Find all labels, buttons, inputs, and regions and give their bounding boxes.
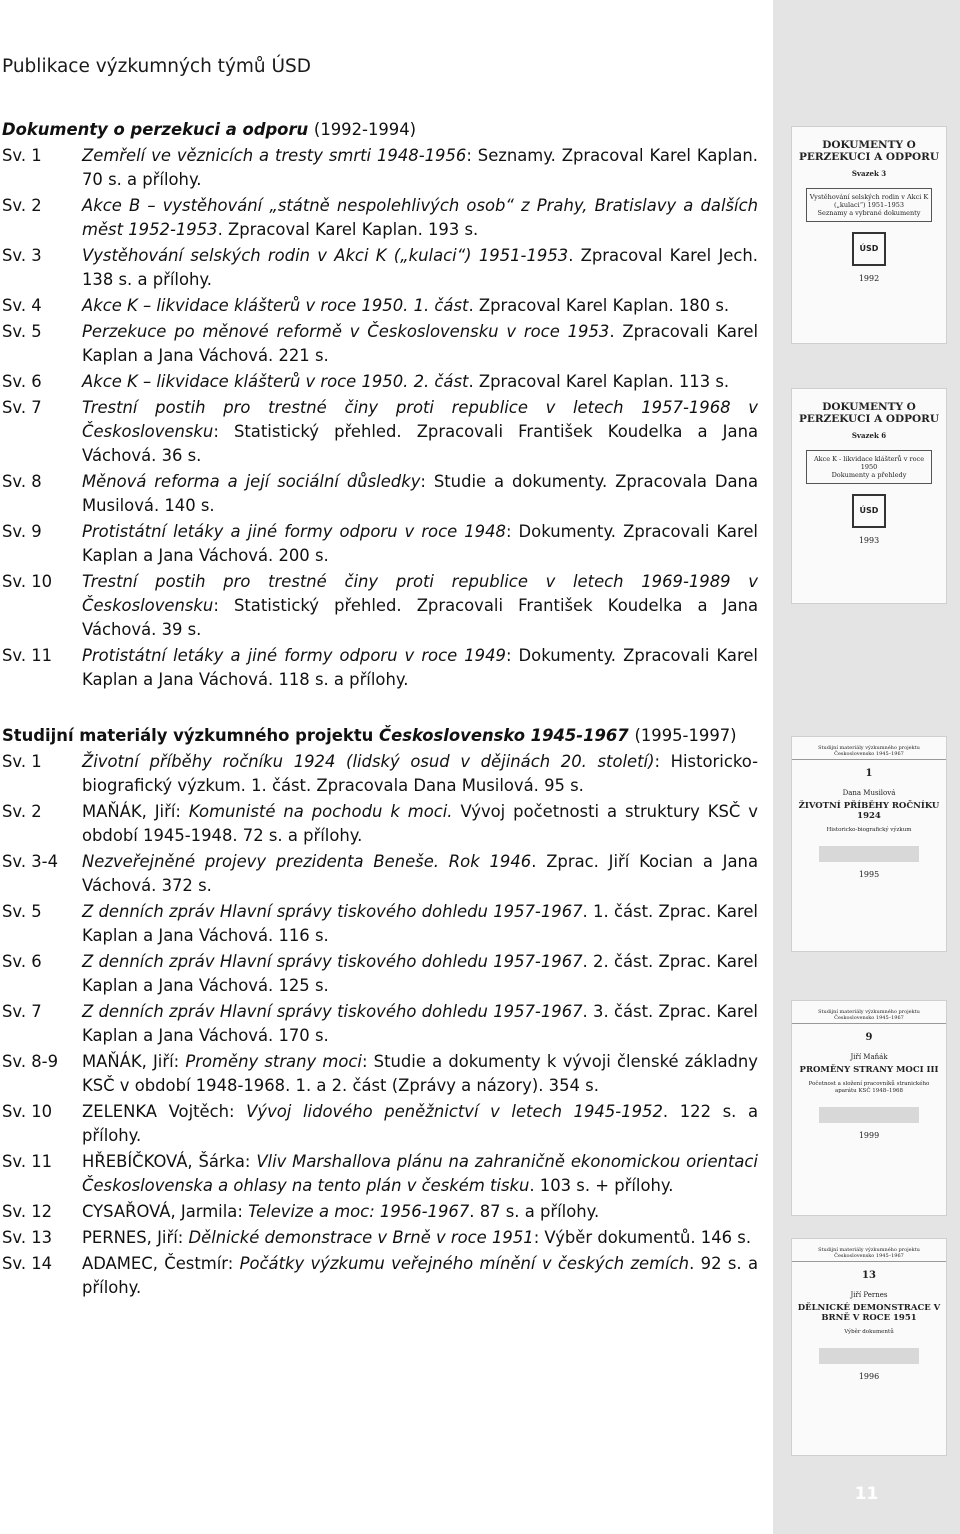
volume-description: CYSAŘOVÁ, Jarmila: Televize a moc: 1956-1967. 87 s. a přílohy.: [82, 1202, 600, 1221]
volume-number: Sv. 12: [2, 1202, 53, 1221]
volume-number: Sv. 14: [2, 1254, 53, 1273]
volume-number: Sv. 11: [2, 1152, 53, 1171]
volume-number: Sv. 2: [2, 196, 42, 215]
publication-list: [2, 118, 758, 1300]
page-header: Publikace výzkumných týmů ÚSD: [2, 56, 312, 77]
cover-image: Studijní materiály výzkumného projektu Československo 1945–1967 13 Jiří Pernes DĚLNICKÉ DEMONSTRACE V BRNĚ V ROCE 1951 Výběr dokumentů 1996: [791, 1238, 947, 1456]
volume-description: Protistátní letáky a jiné formy odporu v roce 1948: Dokumenty. Zpracovali Karel Kaplan a Jana Váchová. 200 s.: [82, 522, 758, 565]
list-item: [2, 1226, 758, 1250]
volume-number: Sv. 9: [2, 522, 42, 541]
cover-image: Studijní materiály výzkumného projektu Československo 1945–1967 9 Jiří Maňák PROMĚNY STRANY MOCI III Početnost a složení pracovníků stranického aparátu KSČ 1948–1968 1999: [791, 1000, 947, 1216]
list-item: [2, 850, 758, 898]
page-number: 11: [854, 1484, 879, 1504]
volume-number: Sv. 13: [2, 1228, 53, 1247]
cover-image: Studijní materiály výzkumného projektu Československo 1945–1967 1 Dana Musilová ŽIVOTNÍ PŘÍBĚHY ROČNÍKU 1924 Historicko-biografický výzkum 1995: [791, 736, 947, 952]
volume-description: Vystěhování selských rodin v Akci K („kulaci“) 1951-1953. Zpracoval Karel Jech. 138 s. a přílohy.: [82, 246, 758, 289]
volume-number: Sv. 5: [2, 322, 42, 341]
list-item: [2, 470, 758, 518]
volume-number: Sv. 8-9: [2, 1052, 59, 1071]
volume-number: Sv. 3-4: [2, 852, 59, 871]
list-item: [2, 370, 758, 394]
list-item: [2, 1252, 758, 1300]
volume-description: Akce B – vystěhování „státně nespolehlivých osob“ z Prahy, Bratislavy a dalších měst 1952-1953. Zpracoval Karel Kaplan. 193 s.: [82, 196, 758, 239]
volume-description: ZELENKA Vojtěch: Vývoj lidového peněžnictví v letech 1945-1952. 122 s. a přílohy.: [82, 1102, 758, 1145]
cover-image: DOKUMENTY O PERZEKUCI A ODPORU Svazek 6 Akce K - likvidace klášterů v roce 1950 Dokumenty a přehledy ÚSD 1993: [791, 388, 947, 604]
volume-number: Sv. 4: [2, 296, 42, 315]
volume-number: Sv. 3: [2, 246, 42, 265]
volume-description: Perzekuce po měnové reformě v Československu v roce 1953. Zpracovali Karel Kaplan a Jana Váchová. 221 s.: [82, 322, 758, 365]
volume-number: Sv. 10: [2, 572, 53, 591]
list-item: [2, 244, 758, 292]
volume-number: Sv. 6: [2, 952, 42, 971]
volume-description: Trestní postih pro trestné činy proti republice v letech 1957-1968 v Československu: Statistický přehled. Zpracovali František Koudelka a Jana Váchová. 36 s.: [82, 398, 758, 465]
list-item: [2, 750, 758, 798]
volume-number: Sv. 10: [2, 1102, 53, 1121]
volume-description: Z denních zpráv Hlavní správy tiskového dohledu 1957-1967. 1. část. Zprac. Karel Kaplan a Jana Váchová. 116 s.: [82, 902, 758, 945]
list-item: [2, 644, 758, 692]
volume-description: PERNES, Jiří: Dělnické demonstrace v Brně v roce 1951: Výběr dokumentů. 146 s.: [82, 1228, 752, 1247]
volume-description: Zemřelí ve věznicích a tresty smrti 1948-1956: Seznamy. Zpracoval Karel Kaplan. 70 s. a přílohy.: [82, 146, 758, 189]
list-item: [2, 1150, 758, 1198]
volume-description: Akce K – likvidace klášterů v roce 1950. 2. část. Zpracoval Karel Kaplan. 113 s.: [82, 372, 730, 391]
sidebar: [773, 0, 960, 1534]
volume-number: Sv. 7: [2, 1002, 42, 1021]
list-item: [2, 1050, 758, 1098]
list-item: [2, 1100, 758, 1148]
list-item: [2, 570, 758, 642]
list-item: [2, 800, 758, 848]
list-item: [2, 900, 758, 948]
volume-number: Sv. 11: [2, 646, 53, 665]
volume-number: Sv. 2: [2, 802, 42, 821]
list-item: [2, 144, 758, 192]
volume-description: Měnová reforma a její sociální důsledky: Studie a dokumenty. Zpracovala Dana Musilová. 140 s.: [82, 472, 758, 515]
volume-description: Akce K – likvidace klášterů v roce 1950. 1. část. Zpracoval Karel Kaplan. 180 s.: [82, 296, 730, 315]
section-title-perzekuce: Dokumenty o perzekuci a odporu (1992-1994): [2, 120, 417, 139]
volume-number: Sv. 7: [2, 398, 42, 417]
entry-list-perzekuce: [2, 144, 758, 692]
volume-description: MAŇÁK, Jiří: Komunisté na pochodu k moci. Vývoj početnosti a struktury KSČ v období 1945-1948. 72 s. a přílohy.: [82, 802, 758, 845]
volume-description: Životní příběhy ročníku 1924 (lidský osud v dějinách 20. století): Historicko-biografický výzkum. 1. část. Zpracovala Dana Musilová. 95 s.: [82, 752, 758, 795]
volume-number: Sv. 5: [2, 902, 42, 921]
volume-number: Sv. 8: [2, 472, 42, 491]
section-title-cs: Studijní materiály výzkumného projektu Československo 1945-1967 (1995-1997): [2, 726, 737, 745]
volume-number: Sv. 6: [2, 372, 42, 391]
volume-description: ADAMEC, Čestmír: Počátky výzkumu veřejného mínění v českých zemích. 92 s. a přílohy.: [82, 1254, 758, 1297]
list-item: [2, 520, 758, 568]
list-item: [2, 950, 758, 998]
volume-description: MAŇÁK, Jiří: Proměny strany moci: Studie a dokumenty k vývoji členské základny KSČ v období 1948-1968. 1. a 2. část (Zprávy a názory). 354 s.: [82, 1052, 759, 1095]
entry-list-cs: [2, 750, 758, 1300]
list-item: [2, 396, 758, 468]
list-item: [2, 1200, 758, 1224]
volume-description: Protistátní letáky a jiné formy odporu v roce 1949: Dokumenty. Zpracovali Karel Kaplan a Jana Váchová. 118 s. a přílohy.: [82, 646, 758, 689]
volume-description: Nezveřejněné projevy prezidenta Beneše. Rok 1946. Zprac. Jiří Kocian a Jana Váchová. 372 s.: [82, 852, 758, 895]
list-item: [2, 320, 758, 368]
volume-number: Sv. 1: [2, 752, 42, 771]
cover-image: DOKUMENTY O PERZEKUCI A ODPORU Svazek 3 Vystěhování selských rodin v Akci K („kulaci“) 1951–1953 Seznamy a vybrané dokumenty ÚSD 1992: [791, 126, 947, 344]
list-item: [2, 194, 758, 242]
list-item: [2, 294, 758, 318]
volume-description: Z denních zpráv Hlavní správy tiskového dohledu 1957-1967. 3. část. Zprac. Karel Kaplan a Jana Váchová. 170 s.: [82, 1002, 758, 1045]
volume-description: HŘEBÍČKOVÁ, Šárka: Vliv Marshallova plánu na zahraničně ekonomickou orientaci Československa a ohlasy na tento plán v českém tisku. 103 s. + přílohy.: [82, 1152, 758, 1195]
volume-description: Z denních zpráv Hlavní správy tiskového dohledu 1957-1967. 2. část. Zprac. Karel Kaplan a Jana Váchová. 125 s.: [82, 952, 758, 995]
list-item: [2, 1000, 758, 1048]
volume-number: Sv. 1: [2, 146, 42, 165]
volume-description: Trestní postih pro trestné činy proti republice v letech 1969-1989 v Československu: Statistický přehled. Zpracovali František Koudelka a Jana Váchová. 39 s.: [82, 572, 758, 639]
